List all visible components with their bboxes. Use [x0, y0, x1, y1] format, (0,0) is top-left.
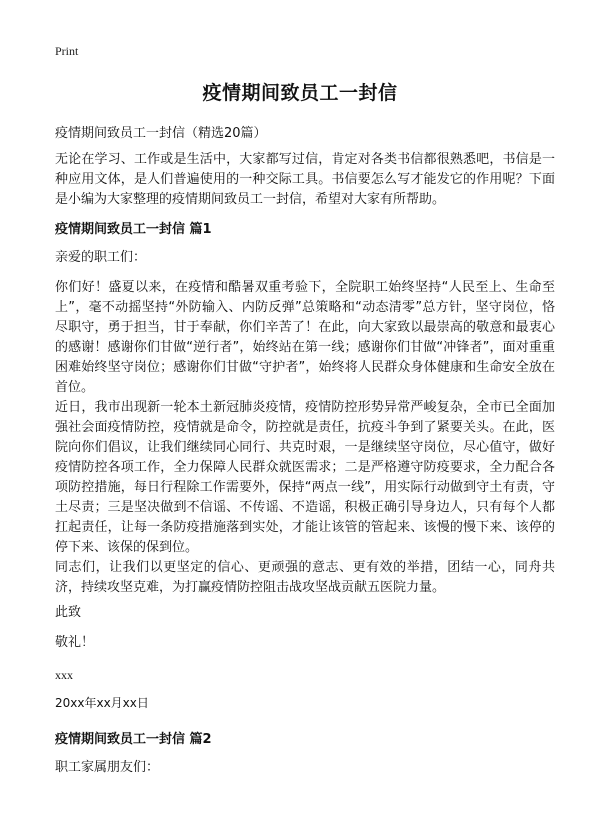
page-title: 疫情期间致员工一封信 — [202, 82, 398, 104]
section-heading-2: 疫情期间致员工一封信 篇2 — [55, 732, 212, 747]
article-subtitle: 疫情期间致员工一封信（精选20篇） — [55, 126, 267, 141]
signature: xxx — [55, 668, 73, 682]
print-link[interactable]: Print — [55, 44, 79, 58]
greeting-1: 亲爱的职工们： — [55, 250, 147, 265]
greeting-2: 职工家属朋友们： — [55, 760, 160, 775]
intro-paragraph: 无论在学习、工作或是生活中，大家都写过信，肯定对各类书信都很熟悉吧，书信是一种应用文体，是人们普遍使用的一种交际工具。书信要怎么写才能发它的作用呢？下面是小编为大家整理的疫情期间致员工一封信，希望对大家有所帮助。 — [55, 152, 555, 207]
closing-line-2: 敬礼！ — [55, 635, 95, 650]
closing-line-1: 此致 — [55, 605, 82, 620]
section-heading-1: 疫情期间致员工一封信 篇1 — [55, 222, 212, 237]
letter-date: 20xx年xx月xx日 — [55, 696, 149, 710]
body-paragraph-1: 你们好！盛夏以来，在疫情和酷暑双重考验下，全院职工始终坚持“人民至上、生命至上”，毫不动摇坚持“外防输入、内防反弹”总策略和“动态清零”总方针，坚守岗位，恪尽职守，勇于担当，甘于奉献，你们辛苦了！在此，向大家致以最崇高的敬意和最衷心的感谢！感谢你们甘做“逆行者”，始终站在第一线；感谢你们甘做“冲锋者”，面对重重困难始终坚守岗位；感谢你们甘做“守护者”，始终将人民群众身体健康和生命安全放在首位。 — [55, 280, 555, 395]
body-paragraph-2: 近日，我市出现新一轮本土新冠肺炎疫情，疫情防控形势异常严峻复杂，全市已全面加强社会面疫情防控，疫情就是命令，防控就是责任，抗疫斗争到了紧要关头。在此，医院向你们倡议，让我们继续同心同行、共克时艰，一是继续坚守岗位，尽心值守，做好疫情防控各项工作，全力保障人民群众就医需求；二是严格遵守防疫要求，全力配合各项防控措施，每日行程除工作需要外，保持“两点一线”，用实际行动做到守土有责，守土尽责；三是坚决做到不信谣、不传谣、不造谣，积极正确引导身边人，只有每个人都扛起责任，让每一条防疫措施落到实处，才能让该管的管起来、该慢的慢下来、该停的停下来、该保的保到位。 — [55, 400, 555, 555]
body-paragraph-3: 同志们，让我们以更坚定的信心、更顽强的意志、更有效的举措，团结一心，同舟共济，持续攻坚克难，为打赢疫情防控阻击战攻坚战贡献五医院力量。 — [55, 560, 555, 595]
